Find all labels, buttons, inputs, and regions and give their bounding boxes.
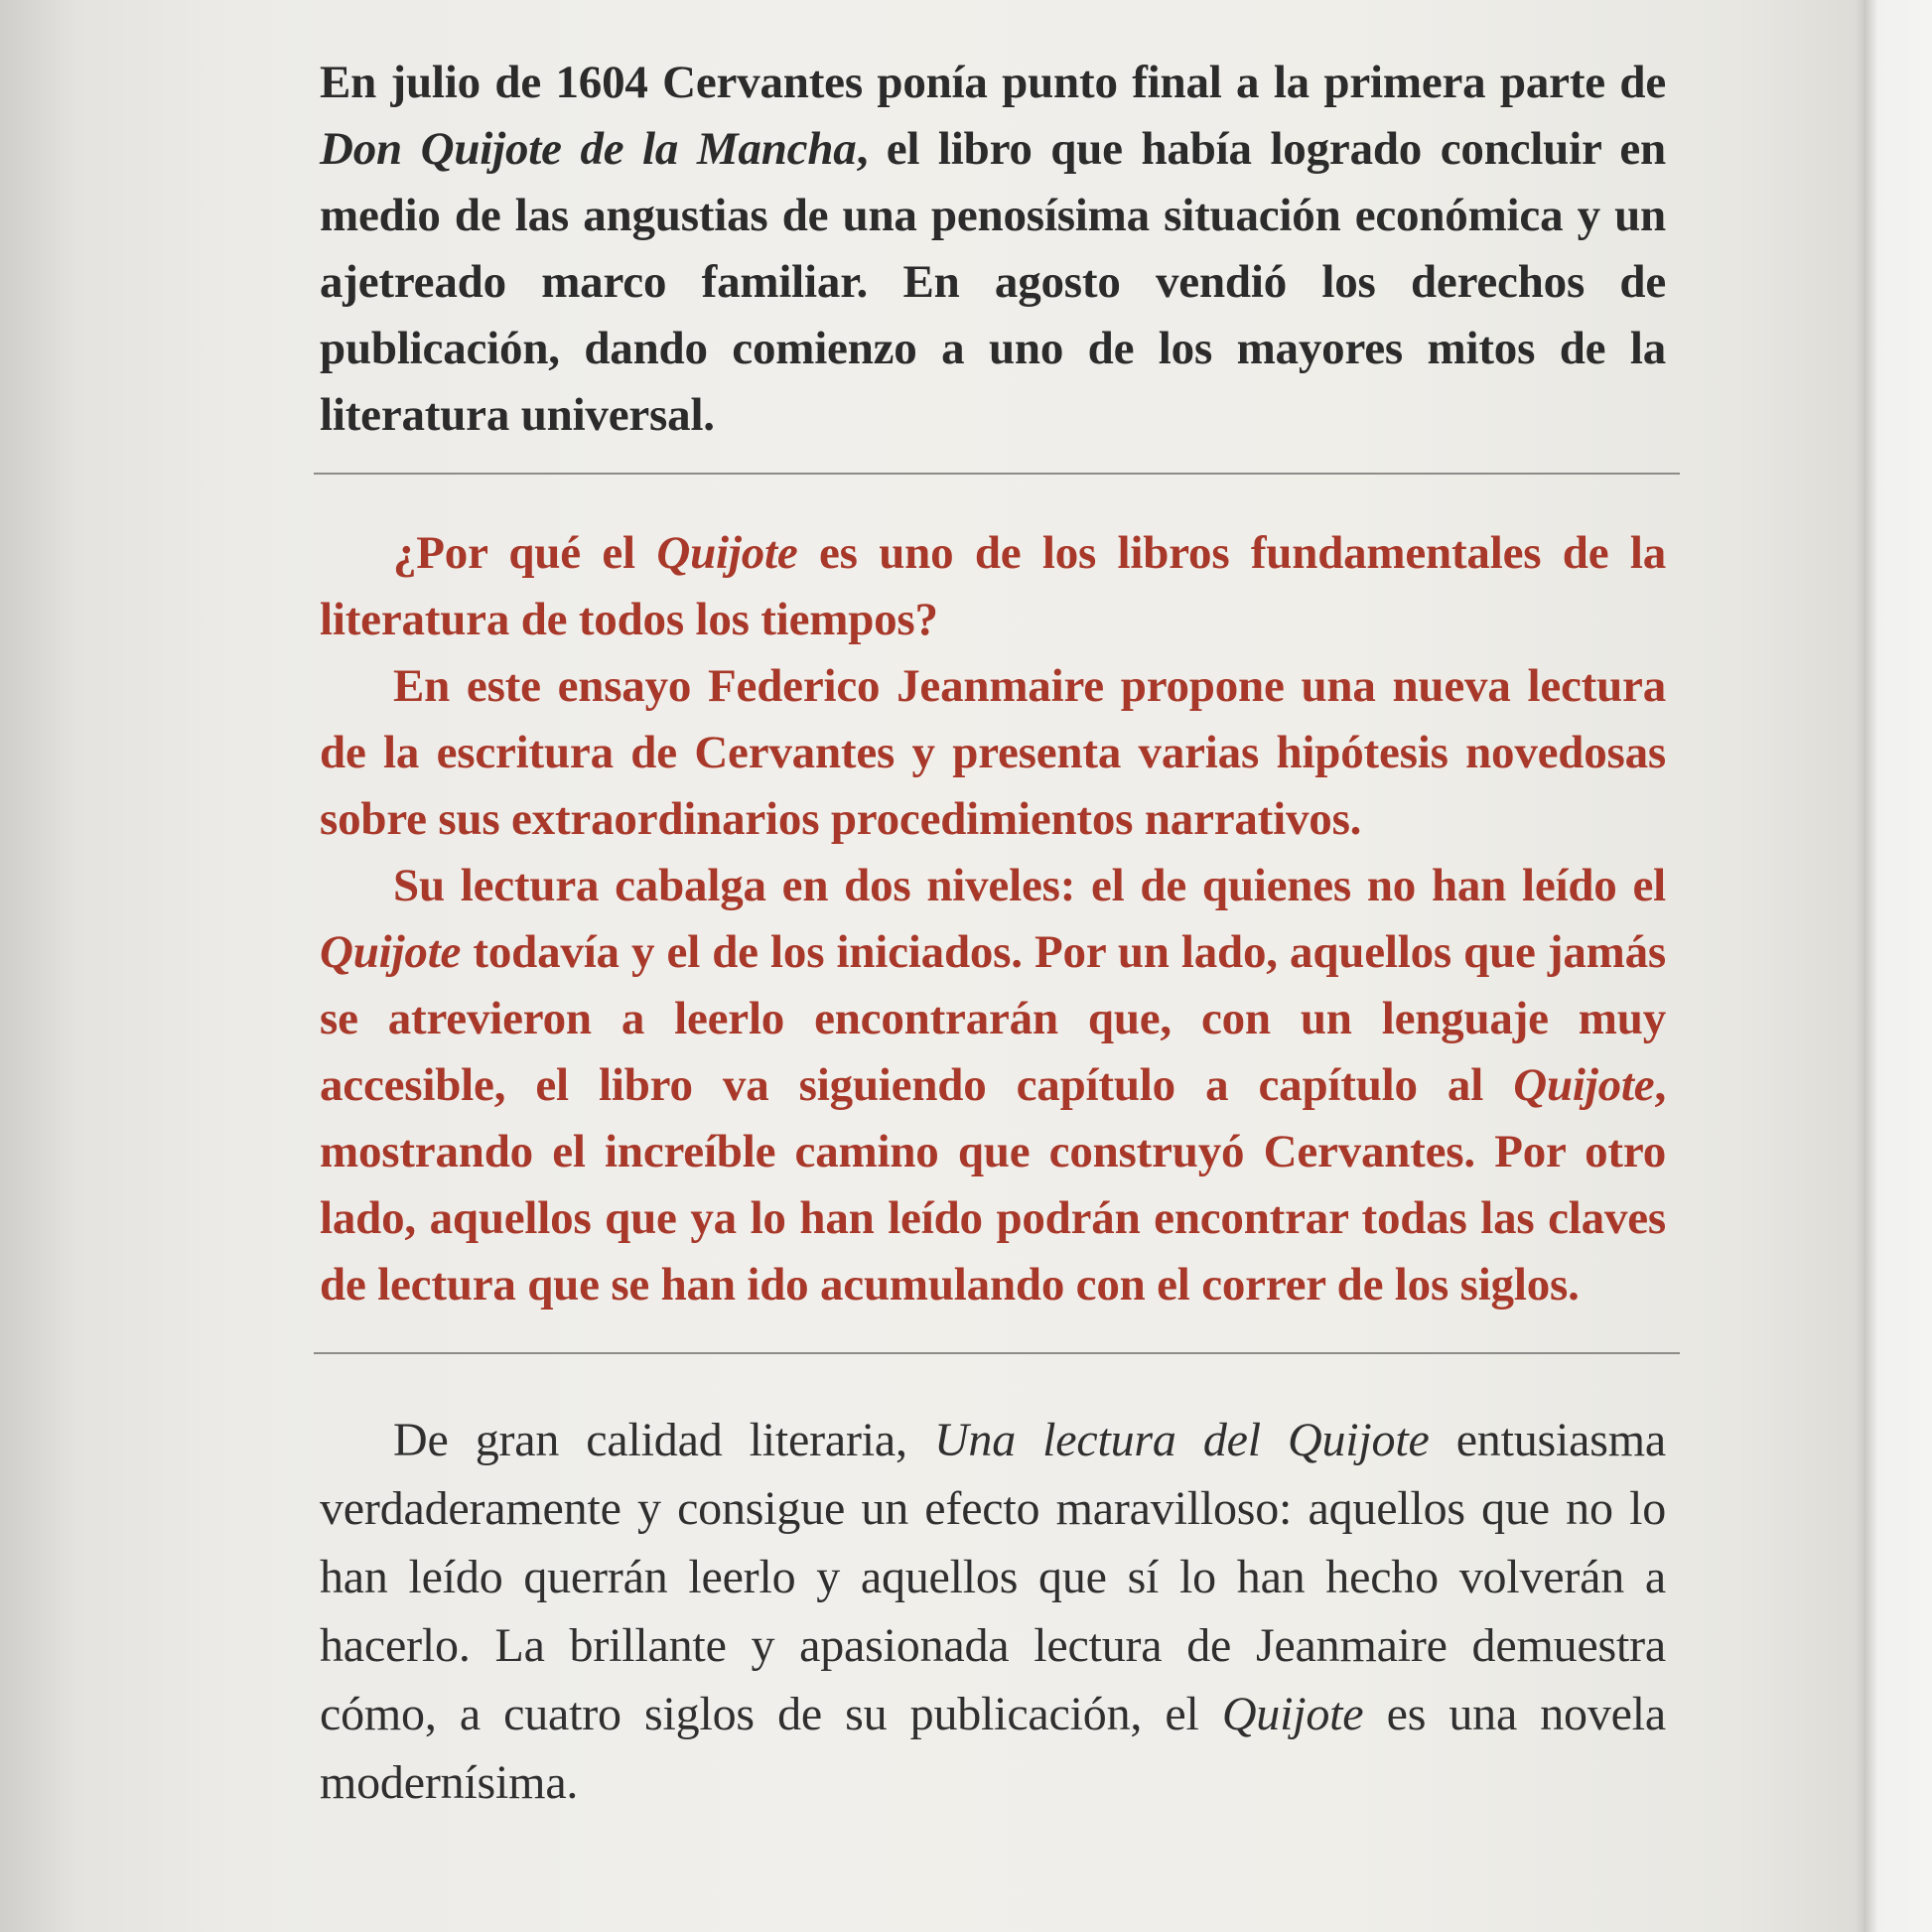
question-paragraph: ¿Por qué el Quijote es uno de los libros fundamentales de la literatura de todos los tiempos? [320, 527, 1666, 645]
divider-rule [314, 1352, 1680, 1354]
essay-paragraph: En este ensayo Federico Jeanmaire propone una nueva lectura de la escritura de Cervantes y presenta varias hipótesis novedosas sobre sus extraordinarios procedimientos narrativos. [320, 660, 1666, 845]
book-title-italic: Don Quijote de la Mancha [320, 123, 857, 175]
divider-rule [314, 473, 1680, 475]
book-spine-edge [1864, 0, 1932, 1932]
back-cover-text [320, 50, 1666, 1817]
levels-paragraph: Su lectura cabalga en dos niveles: el de quienes no han leído el Quijote todavía y el de los iniciados. Por un lado, aquellos que jamás se atrevieron a leerlo encontrarán que, con un lenguaje muy accesible, el libro va siguiendo capítulo a capítulo al Quijote, mostrando el increíble camino que construyó Cervantes. Por otro lado, aquellos que ya lo han leído podrán encontrar todas las claves de lectura que se han ido acumulando con el correr de los siglos. [320, 860, 1666, 1311]
closing-paragraph: De gran calidad literaria, Una lectura del Quijote entusiasma verdaderamente y consigue un efecto maravilloso: aquellos que no lo han leído querrán leerlo y aquellos que sí lo han hecho volverán a hacerlo. La brillante y apasionada lectura de Jeanmaire demuestra cómo, a cuatro siglos de su publicación, el Quijote es una novela modernísima. [320, 1414, 1667, 1809]
intro-paragraph: En julio de 1604 Cervantes ponía punto final a la primera parte de Don Quijote de la Mancha, el libro que había logrado concluir en medio de las angustias de una penosísima situación económica y un ajetreado marco familiar. En agosto vendió los derechos de publicación, dando comienzo a uno de los mayores mitos de la literatura universal. [320, 57, 1666, 441]
